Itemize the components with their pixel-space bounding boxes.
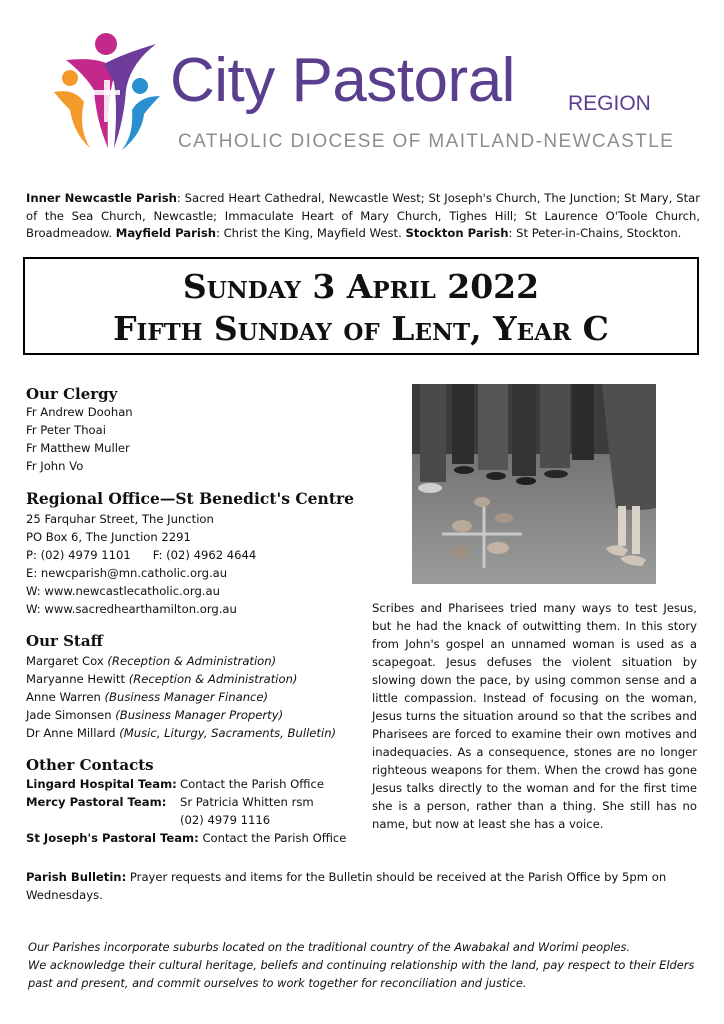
bulletin-label: Parish Bulletin: xyxy=(26,870,127,884)
parishes-paragraph xyxy=(26,190,700,243)
site-title-region: REGION xyxy=(568,92,651,115)
site-subtitle: CATHOLIC DIOCESE OF MAITLAND-NEWCASTLE xyxy=(178,131,675,152)
office-fax: F: (02) 4962 4644 xyxy=(152,548,257,562)
staff-name: Jade Simonsen xyxy=(26,708,116,722)
clergy-name: Fr Andrew Doohan xyxy=(26,405,133,419)
site-title: City Pastoral xyxy=(170,46,515,115)
staff-member xyxy=(26,724,336,742)
parish-label-stockton: Stockton Parish xyxy=(405,226,509,240)
contacts-heading: Other Contacts xyxy=(26,756,154,774)
contact-row-lingard xyxy=(26,775,356,793)
bulletin-text: Prayer requests and items for the Bulletin should be received at the Parish Office by 5pm on Wednesdays. xyxy=(26,870,667,902)
clergy-name: Fr John Vo xyxy=(26,459,84,473)
office-website-link[interactable]: W: www.newcastlecatholic.org.au xyxy=(26,584,220,598)
contacts-list xyxy=(26,775,356,847)
office-email[interactable]: E: newcparish@mn.catholic.org.au xyxy=(26,566,228,580)
staff-name: Anne Warren xyxy=(26,690,105,704)
office-website-link[interactable]: W: www.sacredhearthamilton.org.au xyxy=(26,602,237,616)
country-acknowledgement xyxy=(28,938,698,992)
acknowledgement-line: Our Parishes incorporate suburbs located on the traditional country of the Awabakal and Worimi peoples. xyxy=(28,940,631,954)
office-phone: P: (02) 4979 1101 xyxy=(26,548,131,562)
staff-member xyxy=(26,706,336,724)
date-banner xyxy=(23,257,699,355)
parish-text-inner: : Sacred Heart Cathedral, Newcastle West; St Joseph's Church, The Junction; St Mary, Star of the Sea Church, Newcastle; Immaculate Heart of Mary Church, Tighes Hill; St Laurence O'Toole Church, Broadmeadow. xyxy=(26,191,700,240)
liturgical-day-heading: Fifth Sunday of Lent, Year C xyxy=(113,309,609,348)
clergy-name: Fr Peter Thoai xyxy=(26,423,106,437)
gospel-reflection: Scribes and Pharisees tried many ways to test Jesus, but he had the knack of outwitting them. In this story from John's gospel an unnamed woman is used as a scapegoat. Jesus defuses the violent situation by slowing down the pace, by using common sense and a little compassion. Instead of focusing on the woman, Jesus turns the situation around so that the scribes and Pharisees are forced to examine their own motives and inadequacies. As a consequence, stones are no longer righteous weapons for them. When the crowd has gone Jesus talks directly to the woman and for the first time she is a person, rather than a thing. She still has no name, but now at least she has a voice. xyxy=(372,601,697,831)
staff-member xyxy=(26,688,336,706)
diocese-logo-icon xyxy=(44,30,164,152)
contact-row-mercy xyxy=(26,793,356,811)
stones-cross-photo xyxy=(412,384,656,584)
bulletin-note xyxy=(26,868,698,904)
staff-role: (Business Manager Finance) xyxy=(104,690,269,704)
office-address-line: 25 Farquhar Street, The Junction xyxy=(26,512,214,526)
clergy-heading: Our Clergy xyxy=(26,385,118,403)
contact-value: Contact the Parish Office xyxy=(198,831,347,845)
contact-row-mercy-phone xyxy=(26,811,356,829)
staff-member xyxy=(26,670,336,688)
office-phone-fax xyxy=(26,546,256,564)
parish-label-inner: Inner Newcastle Parish xyxy=(26,191,177,205)
parish-label-mayfield: Mayfield Parish xyxy=(115,226,216,240)
staff-role: (Music, Liturgy, Sacraments, Bulletin) xyxy=(119,726,337,740)
date-heading: Sunday 3 April 2022 xyxy=(182,267,540,306)
contact-label: St Joseph's Pastoral Team: xyxy=(26,831,199,845)
contact-value: Contact the Parish Office xyxy=(180,777,324,791)
staff-role: (Business Manager Property) xyxy=(115,708,284,722)
staff-name: Maryanne Hewitt xyxy=(26,672,129,686)
staff-role: (Reception & Administration) xyxy=(128,672,298,686)
acknowledgement-line: We acknowledge their cultural heritage, beliefs and continuing relationship with the land, pay respect to their Elders past and present, and commit ourselves to work together for reconciliation and justice. xyxy=(28,958,695,990)
contact-value: Sr Patricia Whitten rsm xyxy=(180,795,314,809)
contact-phone: (02) 4979 1116 xyxy=(180,813,271,827)
office-details xyxy=(26,510,256,618)
contact-row-stjoseph xyxy=(26,829,356,847)
staff-member xyxy=(26,652,336,670)
staff-heading: Our Staff xyxy=(26,632,103,650)
office-address-line: PO Box 6, The Junction 2291 xyxy=(26,530,191,544)
parish-text-stockton: : St Peter-in-Chains, Stockton. xyxy=(508,226,682,240)
contact-label: Lingard Hospital Team: xyxy=(26,777,177,791)
staff-name: Dr Anne Millard xyxy=(26,726,120,740)
clergy-list xyxy=(26,403,133,475)
contact-label: Mercy Pastoral Team: xyxy=(26,795,167,809)
office-heading: Regional Office—St Benedict's Centre xyxy=(26,489,355,508)
staff-role: (Reception & Administration) xyxy=(107,654,277,668)
clergy-name: Fr Matthew Muller xyxy=(26,441,130,455)
staff-name: Margaret Cox xyxy=(26,654,108,668)
staff-list xyxy=(26,652,336,742)
parish-text-mayfield: : Christ the King, Mayfield West. xyxy=(215,226,406,240)
